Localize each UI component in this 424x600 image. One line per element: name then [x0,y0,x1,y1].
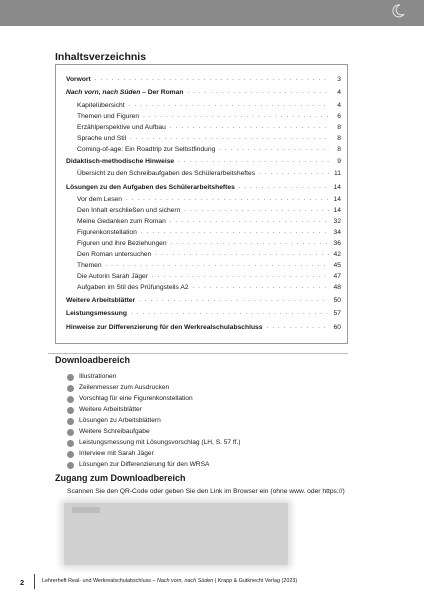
toc-entry-page: 45 [333,262,341,269]
toc-entry [66,295,341,306]
toc-entry [66,74,341,85]
download-item-label: Weitere Schreibaufgabe [79,428,150,435]
toc-leader-dots [155,249,329,260]
toc-leader-dots [95,74,329,85]
download-item [67,449,154,459]
toc-entry-label: Themen [77,262,102,269]
toc-entry-label: Nach vorn, nach Süden – Der Roman [66,89,184,96]
toc-entry [66,156,341,167]
toc-leader-dots [129,100,329,111]
toc-leader-dots [131,308,329,319]
toc-entry-label: Lösungen zu den Aufgaben des Schülerarbeitsheftes [66,184,235,191]
download-item [67,416,161,426]
bullet-icon [67,440,74,447]
toc-entry [77,271,341,282]
toc-leader-dots [171,238,329,249]
download-title: Downloadbereich [55,355,131,365]
toc-entry-page: 50 [333,297,341,304]
toc-entry-page: 11 [334,170,341,177]
toc-entry-page: 42 [333,251,341,258]
toc-entry [77,227,341,238]
toc-leader-dots [178,156,329,167]
download-item-label: Lösungen zur Differenzierung für den WRSA [79,461,210,468]
divider [48,353,348,354]
toc-entry-label: Themen und Figuren [77,113,140,120]
toc-entry-page: 8 [337,135,341,142]
toc-entry [66,308,341,319]
bullet-icon [67,429,74,436]
toc-entry [77,282,341,293]
download-item [67,372,116,382]
toc-entry-page: 9 [337,158,341,165]
toc-entry [77,260,341,271]
toc-leader-dots [170,122,329,133]
download-item [67,394,193,404]
toc-entry-label: Aufgaben im Stil des Prüfungsteils A2 [77,284,189,291]
toc-leader-dots [143,111,329,122]
download-item [67,427,150,437]
download-item [67,460,209,470]
toc-entry-page: 3 [337,76,341,83]
toc-entry-label: Erzählperspektive und Aufbau [77,124,166,131]
toc-entry [77,168,341,179]
download-item-label: Vorschlag für eine Figurenkonstellation [79,395,193,402]
toc-entry-page: 32 [333,218,341,225]
bullet-icon [67,462,74,469]
toc-entry [66,182,341,193]
toc-leader-dots [219,144,329,155]
toc-entry-page: 57 [333,310,341,317]
toc-entry-label: Kapitelübersicht [77,102,125,109]
toc-entry-page: 14 [333,196,341,203]
toc-entry [77,205,341,216]
toc-entry [77,144,341,155]
toc-entry [77,133,341,144]
toc-entry-label: Hinweise zur Differenzierung für den Werkrealschulabschluss [66,324,263,331]
toc-entry [77,216,341,227]
blurred-qr-detail [72,507,100,513]
toc-entry [66,322,341,333]
toc-entry-label: Den Inhalt erschließen und sichern [77,207,181,214]
bullet-icon [67,374,74,381]
toc-entry-page: 14 [333,207,341,214]
header-band [0,0,424,26]
toc-entry-label: Meine Gedanken zum Roman [77,218,166,225]
access-instructions: Scannen Sie den QR-Code oder geben Sie den Link im Browser ein (ohne www. oder https://) [67,488,345,495]
toc-entry-label: Sprache und Stil [77,135,127,142]
toc-entry-page: 4 [337,102,341,109]
toc-entry-label: Vor dem Lesen [77,196,122,203]
toc-entry-page: 60 [333,324,341,331]
download-item [67,438,241,448]
toc-entry-label: Coming-of-age: Ein Roadtrip zur Selbstfindung [77,146,216,153]
toc-leader-dots [239,182,329,193]
toc-entry-page: 48 [333,284,341,291]
toc-leader-dots [187,87,329,98]
download-item-label: Zeilenmesser zum Ausdrucken [79,384,170,391]
footer-divider [34,574,35,589]
toc-entry [77,111,341,122]
toc-entry-page: 8 [337,124,341,131]
toc-entry-label: Übersicht zu den Schreibaufgaben des Schülerarbeitsheftes [77,170,256,177]
download-item-label: Illustrationen [79,373,117,380]
toc-entry [66,87,341,98]
toc-title: Inhaltsverzeichnis [55,51,147,63]
toc-leader-dots [139,295,329,306]
toc-entry-page: 47 [333,273,341,280]
toc-entry [77,100,341,111]
toc-entry-page: 4 [337,89,341,96]
toc-leader-dots [152,271,329,282]
toc-entry-page: 14 [333,184,341,191]
bullet-icon [67,418,74,425]
page-number: 2 [20,578,25,587]
footer-text: Lehrerheft Real- und Werkrealschulabschluss – Nach vorn, nach Süden | Krapp & Gutknecht Verlag (2023) [42,578,298,584]
toc-leader-dots [266,322,329,333]
moon-icon [390,3,406,19]
toc-entry-page: 6 [337,113,341,120]
toc-entry-label: Weitere Arbeitsblätter [66,297,136,304]
toc-entry-label: Die Autorin Sarah Jäger [77,273,149,280]
toc-entry-label: Vorwort [66,76,91,83]
toc-entry-label: Figurenkonstellation [77,229,137,236]
toc-entry-label: Didaktisch-methodische Hinweise [66,158,175,165]
toc-entry [77,249,341,260]
download-item [67,383,169,393]
access-title: Zugang zum Downloadbereich [55,473,186,483]
toc-entry [77,238,341,249]
toc-entry-page: 36 [333,240,341,247]
toc-leader-dots [106,260,329,271]
toc-leader-dots [259,168,329,179]
download-item-label: Leistungsmessung mit Lösungsvorschlag (LH, S. 57 ff.) [79,439,241,446]
download-item-label: Interview mit Sarah Jäger [79,450,154,457]
download-item-label: Lösungen zu Arbeitsblättern [79,417,161,424]
toc-entry-label: Figuren und ihre Beziehungen [77,240,167,247]
bullet-icon [67,396,74,403]
toc-leader-dots [184,205,329,216]
toc-entry-label: Leistungsmessung [66,310,127,317]
toc-entry [77,194,341,205]
toc-leader-dots [141,227,329,238]
download-item [67,405,142,415]
bullet-icon [67,407,74,414]
toc-leader-dots [126,194,329,205]
bullet-icon [67,385,74,392]
toc-entry-page: 34 [333,229,341,236]
toc-leader-dots [170,216,329,227]
toc-entry-label: Den Roman untersuchen [77,251,152,258]
download-item-label: Weitere Arbeitsblätter [79,406,142,413]
bullet-icon [67,451,74,458]
toc-entry [77,122,341,133]
toc-leader-dots [130,133,329,144]
toc-entry-page: 8 [337,146,341,153]
toc-leader-dots [193,282,329,293]
